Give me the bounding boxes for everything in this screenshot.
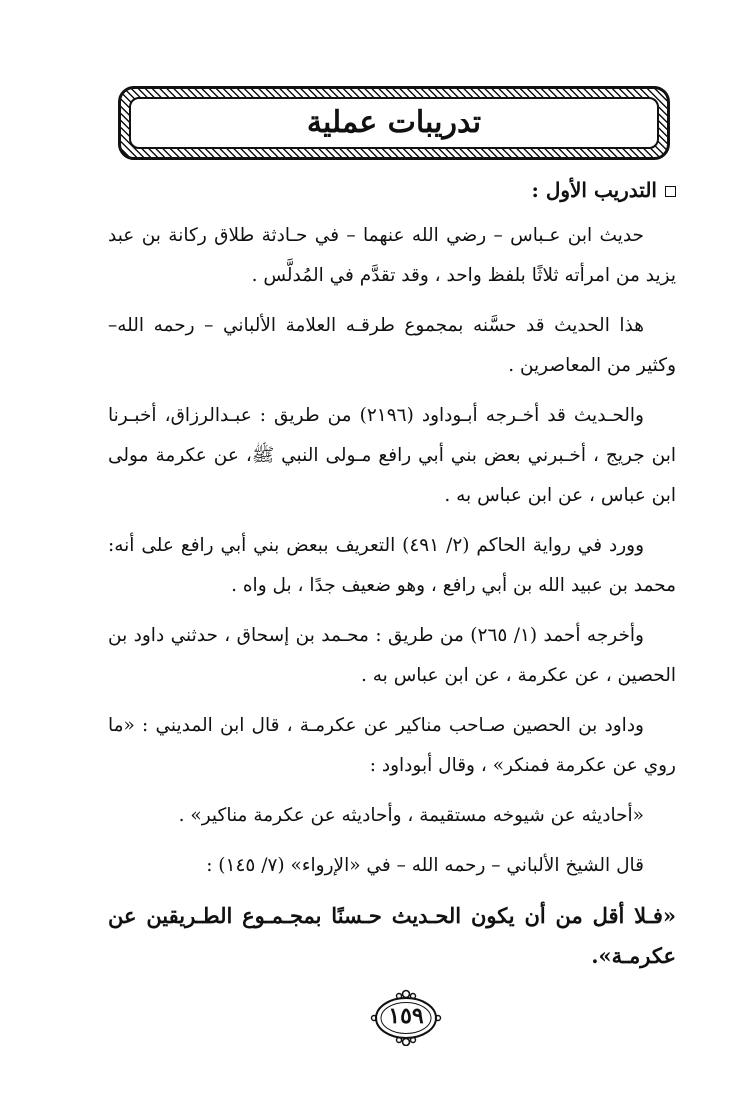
square-bullet-icon [665,186,676,197]
emphasis-quote: «فـلا أقل من أن يكون الحـديث حـسنًا بمجـمـوع الطـريقين عن عكرمـة». [108,903,676,968]
paragraph: «أحاديثه عن شيوخه مستقيمة ، وأحاديثه عن عكرمة مناكير» . [178,805,644,826]
paragraph: وأخرجه أحمد (١/ ٢٦٥) من طريق : محـمد بن إسحاق ، حدثني داود بن الحصين ، عن عكرمة ، عن ابن عباس به . [108,625,676,686]
paragraph: قال الشيخ الألباني – رحمه الله – في «الإرواء» (٧/ ١٤٥) : [206,855,644,876]
title-frame [118,86,670,160]
page-number-badge [368,986,444,1046]
section-heading-label: التدريب الأول : [531,178,657,202]
paragraph: والحـديث قد أخـرجه أبـوداود (٢١٩٦) من طريق : عبـدالرزاق، أخبـرنا ابن جريج ، أخـبرني بعض بني أبي رافع مـولى النبي ﷺ، عن عكرمة مولى ابن عباس ، عن ابن عباس به . [108,405,676,506]
paragraph: وورد في رواية الحاكم (٢/ ٤٩١) التعريف ببعض بني أبي رافع على أنه: محمد بن عبيد الله بن أبي رافع ، وهو ضعيف جدًا ، بل واه . [108,535,676,596]
page-title: تدريبات عملية [306,105,482,140]
paragraph: هذا الحديث قد حسَّنه بمجموع طرقـه العلامة الألباني – رحمه الله– وكثير من المعاصرين . [108,315,676,376]
paragraph: وداود بن الحصين صـاحب مناكير عن عكرمـة ، قال ابن المديني : «ما روي عن عكرمة فمنكر» ، وقال أبوداود : [108,715,676,776]
title-box [129,97,659,149]
body-text [108,170,676,986]
page-number: ١٥٩ [388,1003,424,1029]
section-heading [108,170,676,210]
paragraph: حديث ابن عـباس – رضي الله عنهما – في حـادثة طلاق ركانة بن عبد يزيد من امرأته ثلاثًا بلفظ واحد ، وقد تقدَّم في المُدلَّس . [108,225,676,286]
